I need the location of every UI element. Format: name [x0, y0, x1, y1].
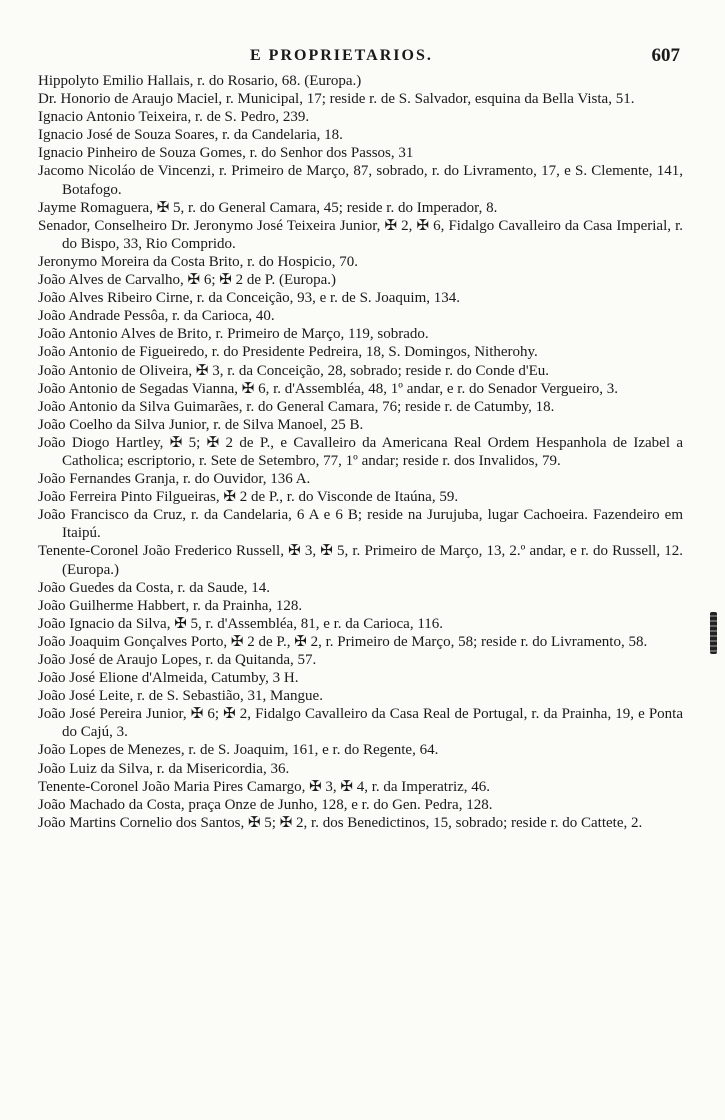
directory-entry: João Luiz da Silva, r. da Misericordia, 36. [38, 760, 290, 777]
page-header [40, 45, 680, 73]
directory-entry: João Ignacio da Silva, ✠ 5, r. d'Assembléa, 81, e r. da Carioca, 116. [38, 615, 444, 632]
directory-entry: João Alves Ribeiro Cirne, r. da Conceição, 93, e r. de S. Joaquim, 134. [38, 290, 461, 307]
directory-entry: João Antonio da Silva Guimarães, r. do General Camara, 76; reside r. de Catumby, 18. [38, 398, 555, 415]
directory-entry: João Antonio de Oliveira, ✠ 3, r. da Conceição, 28, sobrado; reside r. do Conde d'Eu. [38, 362, 550, 379]
directory-entry: João José Elione d'Almeida, Catumby, 3 H. [38, 670, 299, 687]
directory-entry: João José Leite, r. de S. Sebastião, 31, Mangue. [38, 688, 323, 705]
directory-entry: João José Pereira Junior, ✠ 6; ✠ 2, Fidalgo Cavalleiro da Casa Real de Portugal, r. da Prainha, 19, e Ponta do Cajú, 3. [38, 706, 683, 741]
directory-entry: João Martins Cornelio dos Santos, ✠ 5; ✠ 2, r. dos Benedictinos, 15, sobrado; reside r. do Cattete, 2. [38, 814, 643, 831]
directory-entry: Ignacio Antonio Teixeira, r. de S. Pedro, 239. [38, 109, 310, 126]
directory-entry: Tenente-Coronel João Maria Pires Camargo, ✠ 3, ✠ 4, r. da Imperatriz, 46. [38, 778, 491, 795]
running-head: E PROPRIETARIOS. [250, 47, 433, 64]
directory-entry: João Alves de Carvalho, ✠ 6; ✠ 2 de P. (Europa.) [38, 272, 337, 289]
directory-entry: João Antonio de Segadas Vianna, ✠ 6, r. d'Assembléa, 48, 1º andar, e r. do Senador Vergueiro, 3. [38, 380, 618, 397]
directory-entry: Dr. Honorio de Araujo Maciel, r. Municipal, 17; reside r. de S. Salvador, esquina da Bella Vista, 51. [38, 91, 635, 108]
directory-entry: Senador, Conselheiro Dr. Jeronymo José Teixeira Junior, ✠ 2, ✠ 6, Fidalgo Cavalleiro da Casa Imperial, r. do Bispo, 33, Rio Comprido. [38, 217, 683, 252]
directory-entry: Jacomo Nicoláo de Vincenzi, r. Primeiro de Março, 87, sobrado, r. do Livramento, 17, e S. Clemente, 141, Botafogo. [38, 163, 683, 198]
page-number: 607 [651, 45, 680, 66]
directory-entry: João Francisco da Cruz, r. da Candelaria, 6 A e 6 B; reside na Jurujuba, lugar Cachoeira. Fazendeiro em Itaipú. [38, 507, 683, 542]
directory-entry: João Lopes de Menezes, r. de S. Joaquim, 161, e r. do Regente, 64. [38, 742, 439, 759]
margin-ink-mark [710, 612, 717, 654]
directory-entry: João Fernandes Granja, r. do Ouvidor, 136 A. [38, 471, 311, 488]
directory-entry: João Diogo Hartley, ✠ 5; ✠ 2 de P., e Cavalleiro da Americana Real Ordem Hespanhola de Izabel a Catholica; escriptorio, r. Sete de Setembro, 77, 1º andar; reside r. dos Invalidos, 79. [38, 434, 683, 469]
directory-entry: João Coelho da Silva Junior, r. de Silva Manoel, 25 B. [38, 416, 364, 433]
directory-entry: João Guedes da Costa, r. da Saude, 14. [38, 579, 271, 596]
directory-entry: João Ferreira Pinto Filgueiras, ✠ 2 de P., r. do Visconde de Itaúna, 59. [38, 489, 459, 506]
directory-entry: João Antonio Alves de Brito, r. Primeiro de Março, 119, sobrado. [38, 326, 429, 343]
directory-entry: Jeronymo Moreira da Costa Brito, r. do Hospicio, 70. [38, 253, 358, 270]
directory-entry: João Antonio de Figueiredo, r. do Presidente Pedreira, 18, S. Domingos, Nitherohy. [38, 344, 538, 361]
directory-entry: João José de Araujo Lopes, r. da Quitanda, 57. [38, 652, 317, 668]
directory-entry: João Machado da Costa, praça Onze de Junho, 128, e r. do Gen. Pedra, 128. [38, 796, 493, 813]
directory-entry: Ignacio Pinheiro de Souza Gomes, r. do Senhor dos Passos, 31 [38, 145, 414, 162]
directory-entry: João Andrade Pessôa, r. da Carioca, 40. [38, 308, 275, 325]
directory-entry: João Joaquim Gonçalves Porto, ✠ 2 de P., ✠ 2, r. Primeiro de Março, 58; reside r. do Livramento, 58. [38, 633, 648, 650]
directory-entry: Jayme Romaguera, ✠ 5, r. do General Camara, 45; reside r. do Imperador, 8. [38, 199, 498, 216]
directory-entries [38, 72, 683, 832]
directory-entry: Tenente-Coronel João Frederico Russell, ✠ 3, ✠ 5, r. Primeiro de Março, 13, 2.º andar, e r. do Russell, 12. (Europa.) [38, 543, 683, 578]
directory-entry: João Guilherme Habbert, r. da Prainha, 128. [38, 597, 303, 614]
directory-entry: Ignacio José de Souza Soares, r. da Candelaria, 18. [38, 127, 343, 144]
directory-entry: Hippolyto Emilio Hallais, r. do Rosario, 68. (Europa.) [38, 73, 362, 89]
